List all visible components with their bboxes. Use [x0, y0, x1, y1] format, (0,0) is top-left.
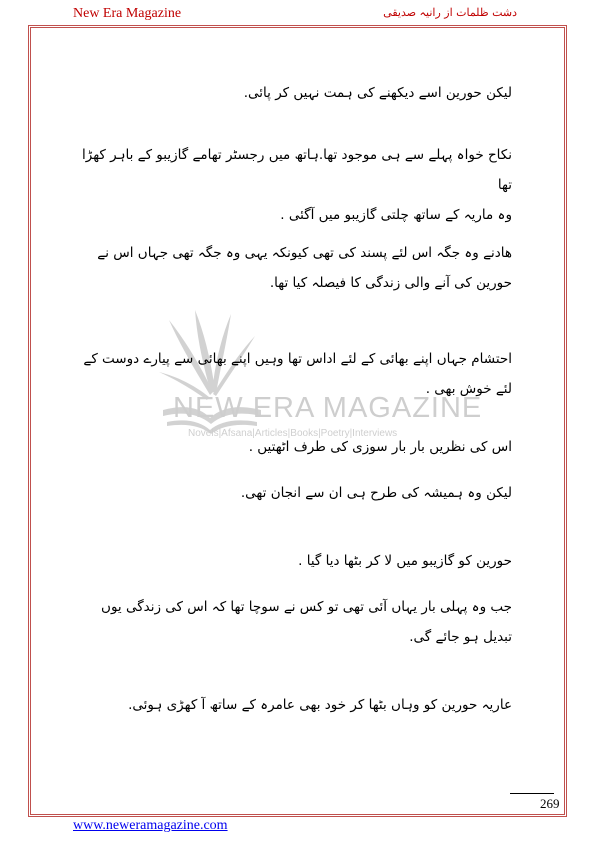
paragraph-2: نکاح خواہ پہلے سے ہی موجود تھا.ہاتھ میں رجسٹر تھامے گازیبو کے باہر کھڑا تھا — [82, 147, 512, 193]
paragraph-1: لیکن حورین اسے دیکھنے کی ہمت نہیں کر پائی. — [243, 85, 512, 101]
watermark-subtitle: Novels|Afsana|Articles|Books|Poetry|Interviews — [188, 428, 398, 439]
paragraph-3: وہ ماریہ کے ساتھ چلتی گازیبو میں آگئی . — [280, 207, 512, 223]
paragraph-4: ھادنے وہ جگہ اس لئے پسند کی تھی کیونکہ یہی وہ جگہ تھی جہاں اس نے حورین کی آنے والی زندگی کا فیصلہ کیا تھا. — [97, 245, 512, 291]
paragraph-7: لیکن وہ ہمیشہ کی طرح ہی ان سے انجان تھی. — [240, 485, 512, 501]
magazine-name-header: New Era Magazine — [73, 6, 182, 21]
paragraph-10: عاریہ حورین کو وہاں بٹھا کر خود بھی عامرہ کے ساتھ آ کھڑی ہوئی. — [128, 697, 512, 713]
watermark-title: NEW ERA MAGAZINE — [173, 392, 483, 424]
paragraph-9: جب وہ پہلی بار یہاں آئی تھی تو کس نے سوچا تھا کہ اس کی زندگی یوں تبدیل ہو جائے گی. — [101, 599, 512, 645]
website-link[interactable]: www.neweramagazine.com — [73, 818, 228, 833]
page-number-rule — [510, 793, 554, 794]
novel-title-header: دشت ظلمات از رانیہ صدیقی — [383, 6, 517, 19]
paragraph-8: حورین کو گازیبو میں لا کر بٹھا دیا گیا . — [298, 553, 512, 569]
paragraph-6: اس کی نظریں بار بار سوزی کی طرف اٹھتیں . — [248, 439, 512, 455]
page-number: 269 — [540, 796, 560, 811]
paragraph-5: احتشام جہاں اپنے بھائی کے لئے اداس تھا وہیں اپنے بھائی سے پیارے دوست کے لئے خوش بھی . — [83, 351, 512, 397]
